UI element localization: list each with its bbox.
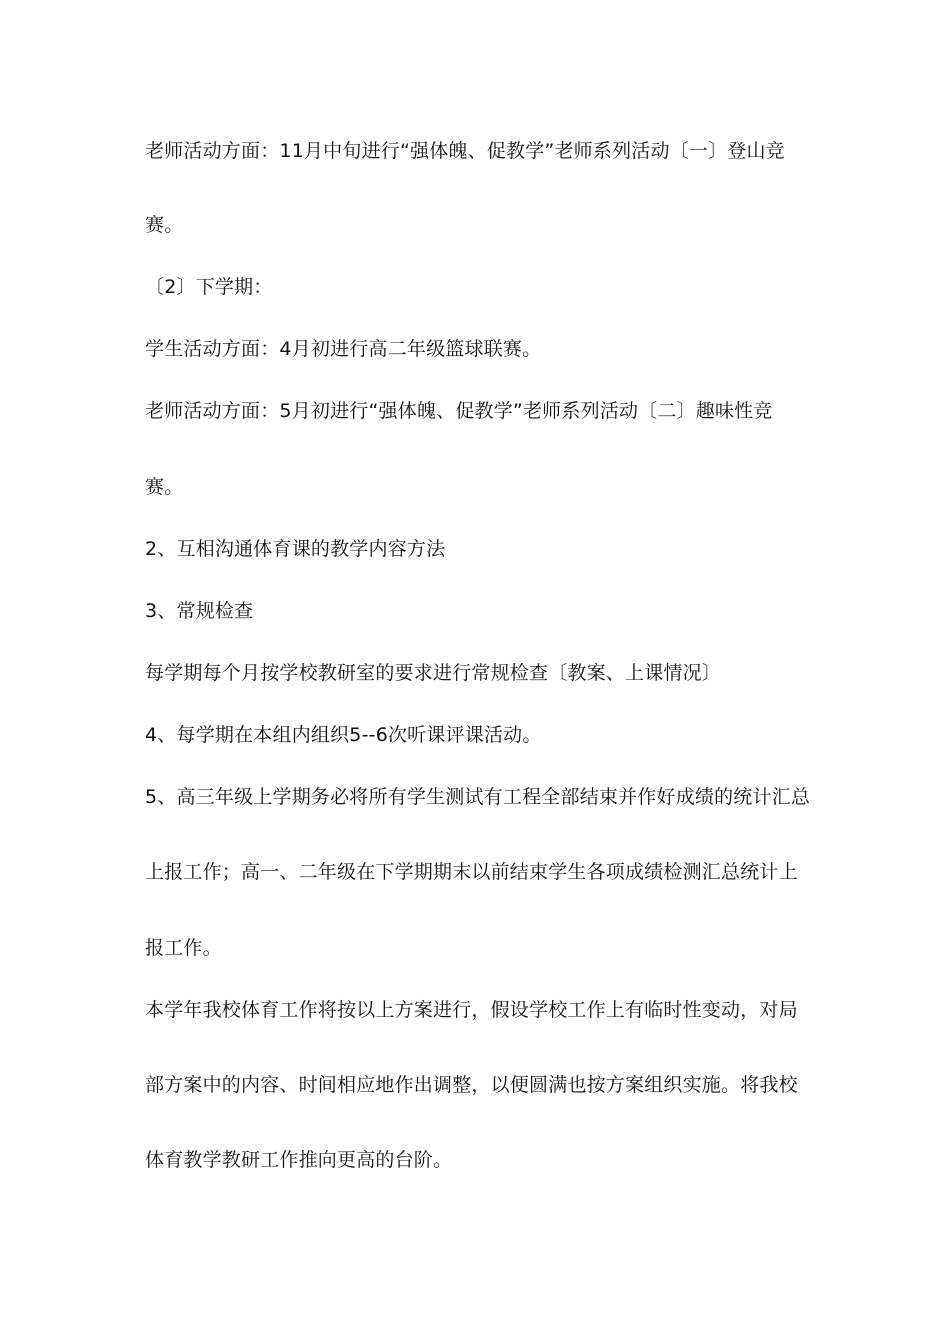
item-3-heading: 3、常规检查	[145, 600, 254, 622]
section-heading-second-semester: 〔2〕下学期：	[145, 276, 273, 298]
closing-paragraph-line-3: 体育教学教研工作推向更高的台阶。	[145, 1149, 453, 1171]
paragraph-routine-check: 每学期每个月按学校教研室的要求进行常规检查〔教案、上课情况〕	[145, 662, 722, 684]
paragraph-teacher-activity-2: 老师活动方面：5月初进行“强体魄、促教学”老师系列活动〔二〕趣味性竞	[145, 400, 773, 422]
item-2-heading: 2、互相沟通体育课的教学内容方法	[145, 538, 446, 560]
closing-paragraph-line-1: 本学年我校体育工作将按以上方案进行，假设学校工作上有临时性变动，对局	[145, 999, 798, 1021]
item-4-heading: 4、每学期在本组内组织5--6次听课评课活动。	[145, 724, 542, 746]
closing-paragraph-line-2: 部方案中的内容、时间相应地作出调整，以便圆满也按方案组织实施。将我校	[145, 1074, 798, 1096]
paragraph-teacher-activity-1: 老师活动方面：11月中旬进行“强体魄、促教学”老师系列活动〔一〕登山竞	[145, 140, 785, 162]
item-5-line-3: 报工作。	[145, 937, 222, 959]
item-5-line-1: 5、高三年级上学期务必将所有学生测试有工程全部结束并作好成绩的统计汇总	[145, 786, 811, 808]
item-5-line-2: 上报工作；高一、二年级在下学期期末以前结束学生各项成绩检测汇总统计上	[145, 861, 798, 883]
paragraph-teacher-activity-1-cont: 赛。	[145, 214, 184, 236]
paragraph-student-activity: 学生活动方面：4月初进行高二年级篮球联赛。	[145, 338, 542, 360]
paragraph-teacher-activity-2-cont: 赛。	[145, 476, 184, 498]
